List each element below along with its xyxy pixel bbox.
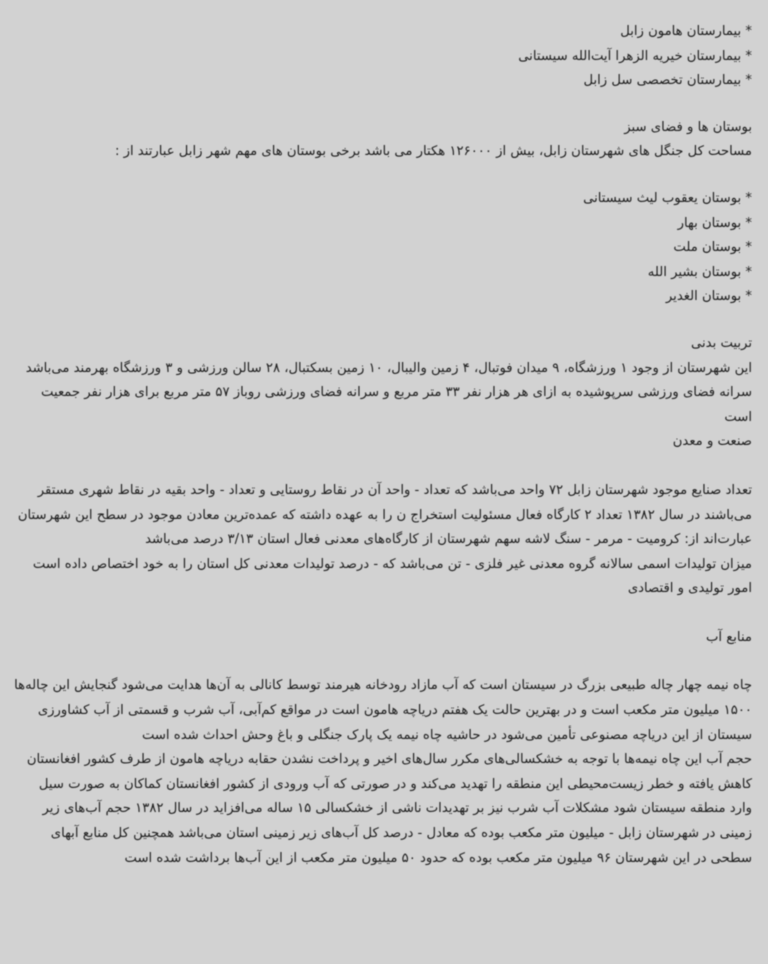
section-heading-parks: بوستان ها و فضای سبز [624, 119, 752, 135]
list-item: * بوستان الغدیر [665, 289, 752, 305]
list-item: * بوستان بشیر الله [647, 264, 752, 280]
list-item: * بوستان ملت [673, 240, 752, 256]
list-item: * بیمارستان تخصصی سل زابل [583, 73, 752, 89]
list-item: * بوستان بهار [677, 215, 752, 231]
list-item: * بوستان یعقوب لیث سیستانی [583, 190, 752, 206]
hospitals-list [14, 20, 752, 94]
parks-list [14, 187, 752, 310]
section-heading-sport: تربیت بدنی [691, 335, 752, 351]
section-heading-industry: صنعت و معدن [672, 434, 752, 450]
water-paragraph-1: چاه نیمه چهار چاله طبیعی بزرگ در سیستان است که آب مازاد رودخانه هیرمند توسط کانالی به آن‌ها هدایت می‌شود گنجایش این چاله‌ها ۱۵۰۰ میلیون متر مکعب است و در بهترین حالت یک هفتم دریاچه هامون است در مواقع کم‌آبی، آب شرب و قسمتی از آب کشاورزی سیستان از این دریاچه مصنوعی تأمین می‌شود در حاشیه چاه نیمه یک پارک جنگلی و باغ وحش احداث شده است [14, 678, 752, 743]
sport-paragraph: این شهرستان از وجود ۱ ورزشگاه، ۹ میدان فوتبال، ۴ زمین والیبال، ۱۰ زمین بسکتبال، ۲۸ سالن ورزشی و ۳ ورزشگاه بهرمند می‌باشد سرانه فضای ورزشی سرپوشیده به ازای هر هزار نفر ۳۳ متر مربع و سرانه فضای ورزشی روباز ۵۷ متر مربع برای هزار نفر جمعیت است [25, 360, 752, 425]
industry-paragraph-1: تعداد صنایع موجود شهرستان زابل ۷۲ واحد می‌باشد که تعداد - واحد آن در نقاط روستایی و تعداد - واحد بقیه در نقاط شهری مستقر می‌باشند در سال ۱۳۸۲ تعداد ۲ کارگاه فعال مسئولیت استخراج ن را به عهده داشته که عمده‌ترین معادن موجود در سطح این شهرستان عبارت‌اند از: کرومیت - مرمر - سنگ لاشه سهم شهرستان از کارگاه‌های معدنی فعال استان ۳/۱۳ درصد می‌باشد [17, 482, 752, 548]
list-item: * بیمارستان خیریه الزهرا آیت‌الله سیستانی [518, 48, 752, 64]
section-heading-water: منابع آب [705, 629, 752, 645]
water-paragraph-2: حجم آب این چاه نیمه‌ها با توجه به خشکسالی‌های مکرر سال‌های اخیر و پرداخت نشدن حقابه دریاچه هامون از طرف کشور افغانستان کاهش یافته و خطر زیست‌محیطی این منطقه را تهدید می‌کند و در صورتی که آب ورودی از کشور افغانستان کماکان به صورت سیل وارد منطقه سیستان شود مشکلات آب شرب نیز بر تهدیدات ناشی از خشکسالی ۱۵ ساله می‌افزاید در سال ۱۳۸۲ حجم آب‌های زیر زمینی در شهرستان زابل - میلیون متر مکعب بوده که معادل - درصد کل آب‌های زیر زمینی استان می‌باشد همچنین کل منابع آبهای سطحی در این شهرستان ۹۶ میلیون متر مکعب بوده که حدود ۵۰ میلیون متر مکعب از این آب‌ها برداشت شده است [26, 752, 752, 866]
industry-paragraph-2: میزان تولیدات اسمی سالانه گروه معدنی غیر فلزی - تن می‌باشد که - درصد تولیدات معدنی کل استان را به خود اختصاص داده است امور تولیدی و اقتصادی [32, 556, 752, 597]
list-item: * بیمارستان هامون زابل [620, 24, 752, 39]
parks-intro: مساحت کل جنگل های شهرستان زابل، بیش از ۱۲۶۰۰۰ هکتار می باشد برخی بوستان های مهم شهر زابل عبارتند از : [114, 144, 752, 160]
